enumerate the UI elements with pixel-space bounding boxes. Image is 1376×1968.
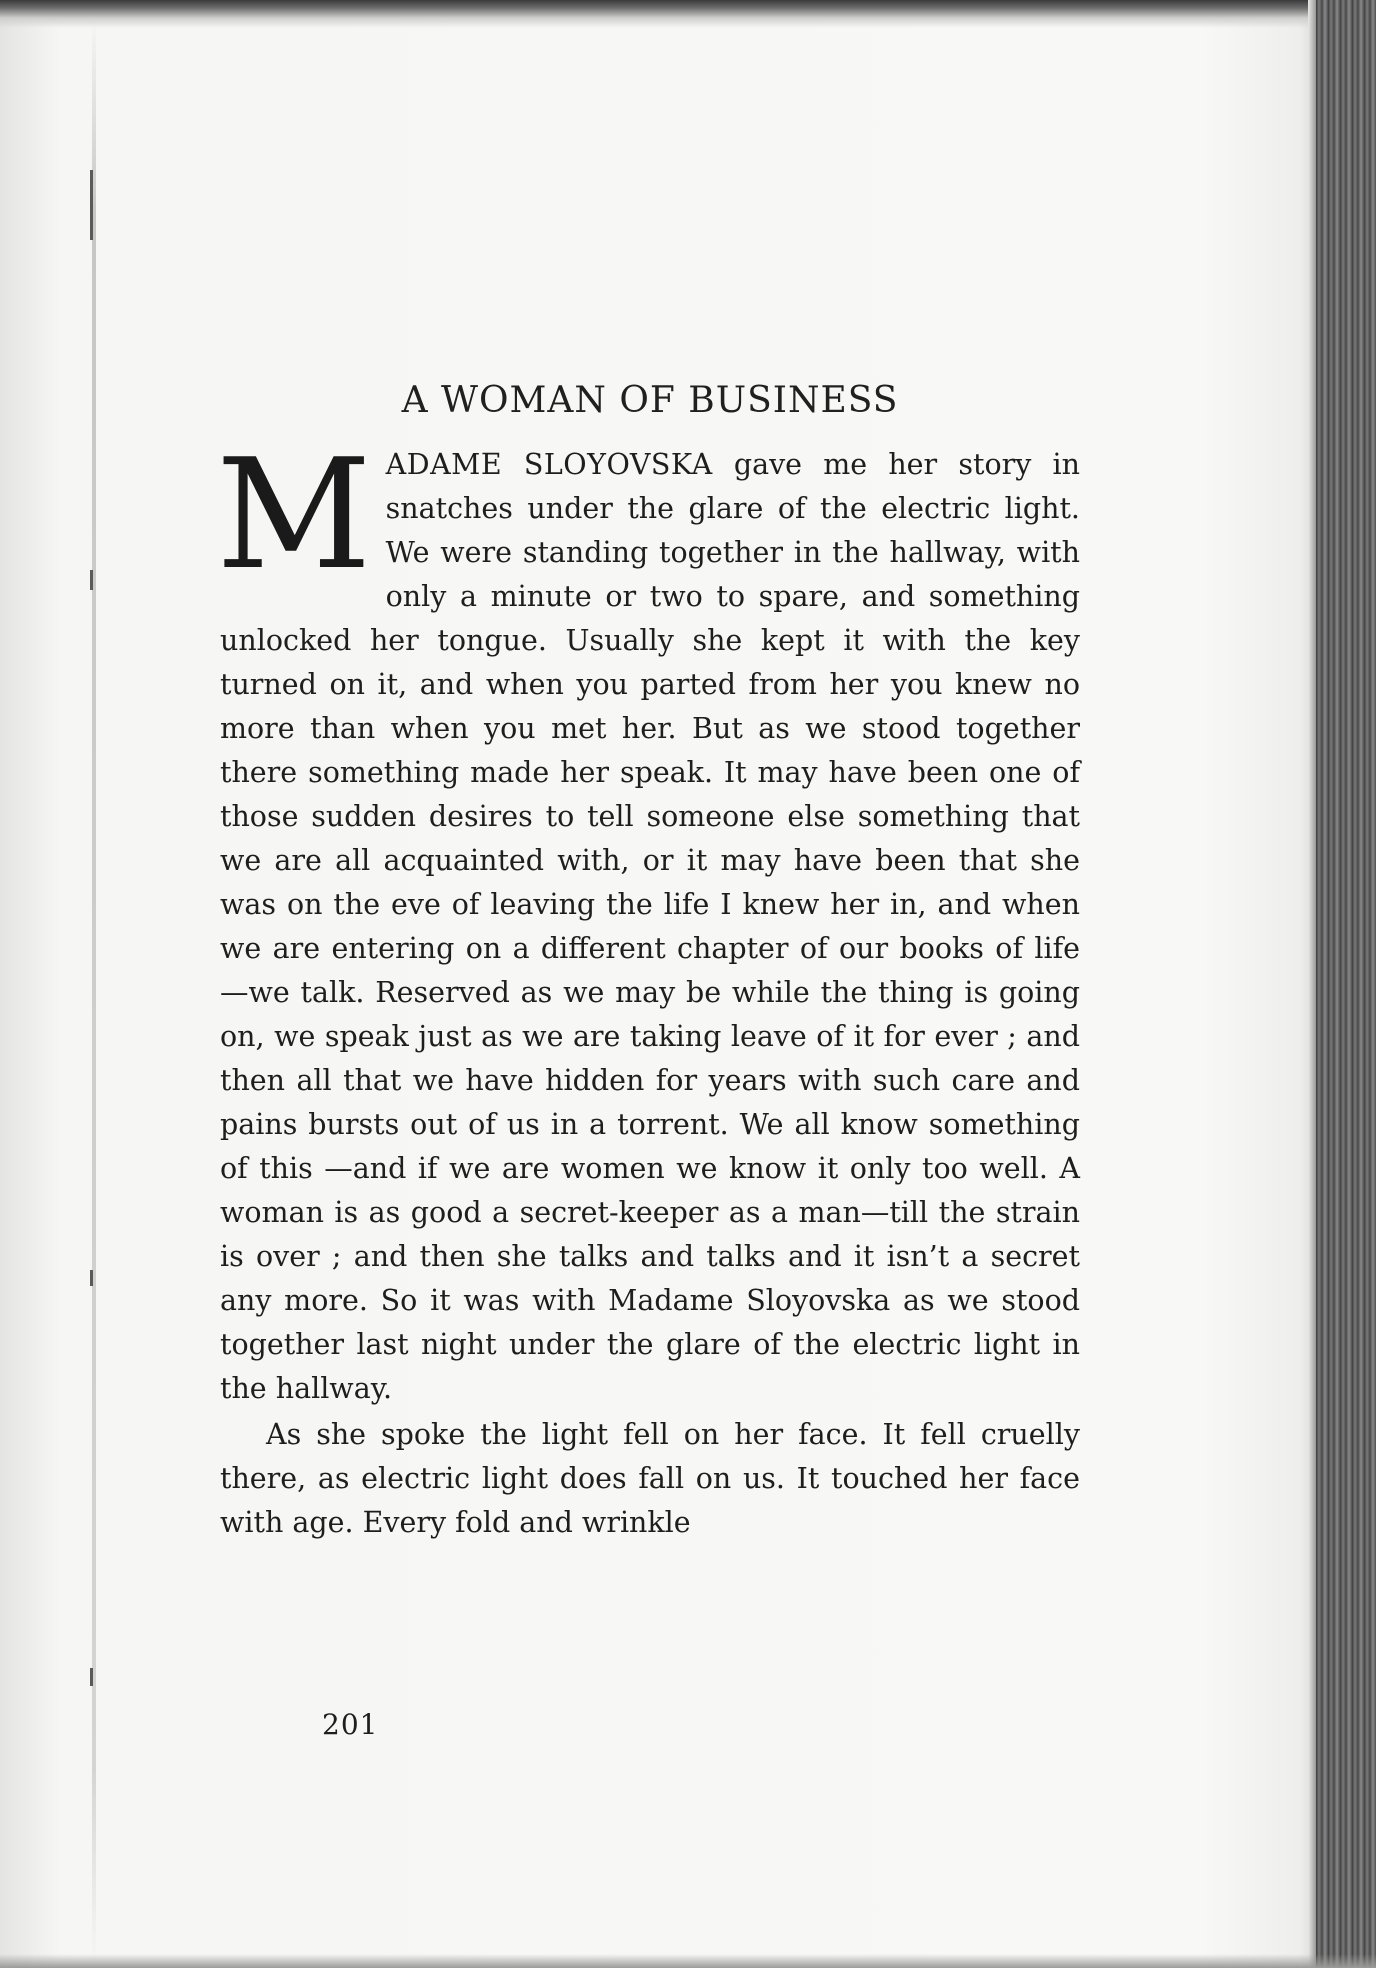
chapter-title: A WOMAN OF BUSINESS	[401, 380, 899, 421]
body-paragraph-2: As she spoke the light fell on her face. It fell cruelly there, as electric light does fall on us. It touched her face with age. Every fold and wrinkle	[220, 1418, 1080, 1539]
drop-cap: M	[216, 426, 372, 603]
gutter-mark	[90, 570, 93, 590]
paragraph-1-text: gave me her story in snatches under the glare of the electric light. We were standing together in the hallway, with only a minute or two to spare, and something unlocked her tongue. Usually she kept it with the key turned on it, and when you parted from her you knew no more than when you met her. But as we stood together there something made her speak. It may have been one of those sudden desires to tell someone else something that we are all acquainted with, or it may have been that she was on the eve of leaving the life I knew her in, and when we are entering on a different chapter of our books of life—we talk. Reserved as we may be while the thing is going on, we speak just as we are taking leave of it for ever ; and then all that we have hidden for years with such care and pains bursts out of us in a torrent. We all know something of this —and if we are women we know it only too well. A woman is as good a secret-keeper as a man—till the strain is over ; and then she talks and talks and it isn’t a secret any more. So it was with Madame Sloyovska as we stood together last night under the glare of the electric light in the hallway.	[220, 448, 1080, 1405]
body-paragraph-1	[216, 426, 1080, 1411]
gutter-mark	[90, 170, 93, 240]
gutter-mark	[90, 1668, 93, 1686]
page-number: 201	[322, 1708, 379, 1741]
gutter-mark	[90, 1270, 93, 1286]
page-edge-shadow	[1308, 0, 1316, 1968]
lead-small-caps: ADAME SLOYOVSKA	[385, 448, 713, 481]
bottom-shadow	[0, 1954, 1376, 1968]
top-shadow	[0, 0, 1376, 28]
page-text-block	[216, 380, 1080, 1545]
book-cover-edge	[1316, 0, 1376, 1968]
